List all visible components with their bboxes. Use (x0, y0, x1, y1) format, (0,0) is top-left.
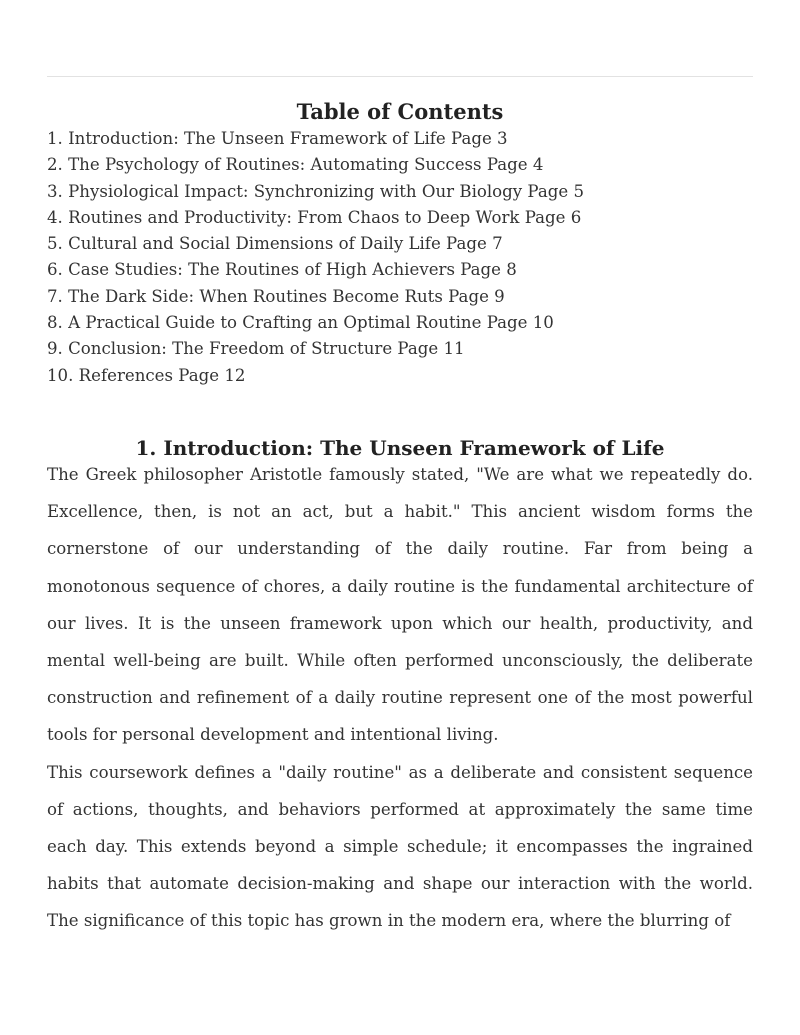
toc-item: 3. Physiological Impact: Synchronizing with Our Biology Page 5 (47, 181, 585, 201)
toc-item: 5. Cultural and Social Dimensions of Daily Life Page 7 (47, 234, 503, 254)
toc-list (47, 126, 753, 389)
toc-item: 10. References Page 12 (47, 365, 246, 385)
toc-item: 9. Conclusion: The Freedom of Structure Page 11 (47, 339, 465, 359)
body-paragraph: The Greek philosopher Aristotle famously stated, "We are what we repeatedly do. Excellence, then, is not an act, but a habit." This ancient wisdom forms the cornerstone of our understanding of the daily routine. Far from being a monotonous sequence of chores, a daily routine is the fundamental architecture of our lives. It is the unseen framework upon which our health, productivity, and mental well-being are built. While often performed unconsciously, the deliberate construction and refinement of a daily routine represent one of the most powerful tools for personal development and intentional living. (47, 465, 753, 745)
section-heading: 1. Introduction: The Unseen Framework of Life (135, 436, 665, 460)
toc-title: Table of Contents (296, 99, 504, 124)
section-body (47, 456, 753, 940)
body-paragraph: This coursework defines a "daily routine" as a deliberate and consistent sequence of actions, thoughts, and behaviors performed at approximately the same time each day. This extends beyond a simple schedule; it encompasses the ingrained habits that automate decision-making and shape our interaction with the world. The significance of this topic has grown in the modern era, where the blurring of (47, 762, 753, 931)
toc-item: 4. Routines and Productivity: From Chaos to Deep Work Page 6 (47, 207, 582, 227)
toc-item: 7. The Dark Side: When Routines Become Ruts Page 9 (47, 286, 505, 306)
toc-item: 8. A Practical Guide to Crafting an Optimal Routine Page 10 (47, 313, 554, 333)
top-divider (47, 76, 753, 77)
toc-item: 2. The Psychology of Routines: Automating Success Page 4 (47, 155, 544, 175)
toc-item: 6. Case Studies: The Routines of High Achievers Page 8 (47, 260, 517, 280)
toc-item: 1. Introduction: The Unseen Framework of Life Page 3 (47, 129, 508, 148)
